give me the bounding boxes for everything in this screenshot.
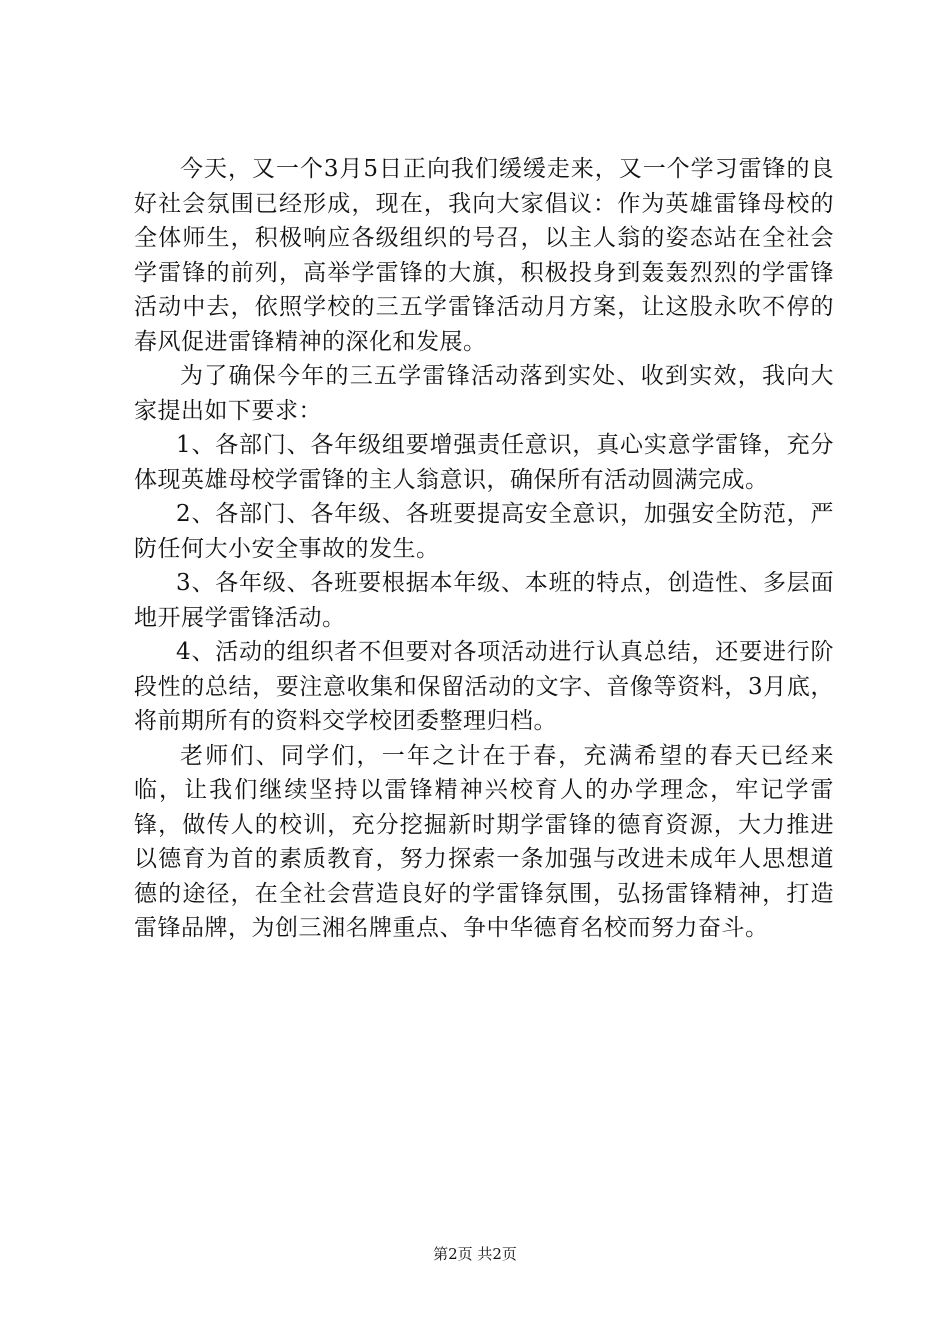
paragraph-closing: 老师们、同学们，一年之计在于春，充满希望的春天已经来临，让我们继续坚持以雷锋精神兴校育人的办学理念，牢记学雷锋，做传人的校训，充分挖掘新时期学雷锋的德育资源，大力推进以德育为首的素质教育，努力探索一条加强与改进未成年人思想道德的途径，在全社会营造良好的学雷锋氛围，弘扬雷锋精神，打造雷锋品牌，为创三湘名牌重点、争中华德育名校而努力奋斗。 bbox=[134, 742, 834, 941]
paragraph-requirement-3: 3、各年级、各班要根据本年级、本班的特点，创造性、多层面地开展学雷锋活动。 bbox=[134, 570, 834, 631]
document-body bbox=[134, 152, 834, 946]
paragraph-requirements-lead: 为了确保今年的三五学雷锋活动落到实处、收到实效，我向大家提出如下要求： bbox=[134, 363, 834, 424]
paragraph-requirement-4: 4、活动的组织者不但要对各项活动进行认真总结，还要进行阶段性的总结，要注意收集和保留活动的文字、音像等资料，3月底，将前期所有的资料交学校团委整理归档。 bbox=[134, 639, 834, 734]
page-number-footer: 第2页 共2页 bbox=[433, 1245, 517, 1263]
paragraph-requirement-2: 2、各部门、各年级、各班要提高安全意识，加强安全防范，严防任何大小安全事故的发生。 bbox=[134, 501, 834, 562]
paragraph-requirement-1: 1、各部门、各年级组要增强责任意识，真心实意学雷锋，充分体现英雄母校学雷锋的主人翁意识，确保所有活动圆满完成。 bbox=[134, 432, 834, 493]
paragraph-intro: 今天，又一个3月5日正向我们缓缓走来，又一个学习雷锋的良好社会氛围已经形成，现在，我向大家倡议：作为英雄雷锋母校的全体师生，积极响应各级组织的号召，以主人翁的姿态站在全社会学雷锋的前列，高举学雷锋的大旗，积极投身到轰轰烈烈的学雷锋活动中去，依照学校的三五学雷锋活动月方案，让这股永吹不停的春风促进雷锋精神的深化和发展。 bbox=[134, 156, 834, 355]
